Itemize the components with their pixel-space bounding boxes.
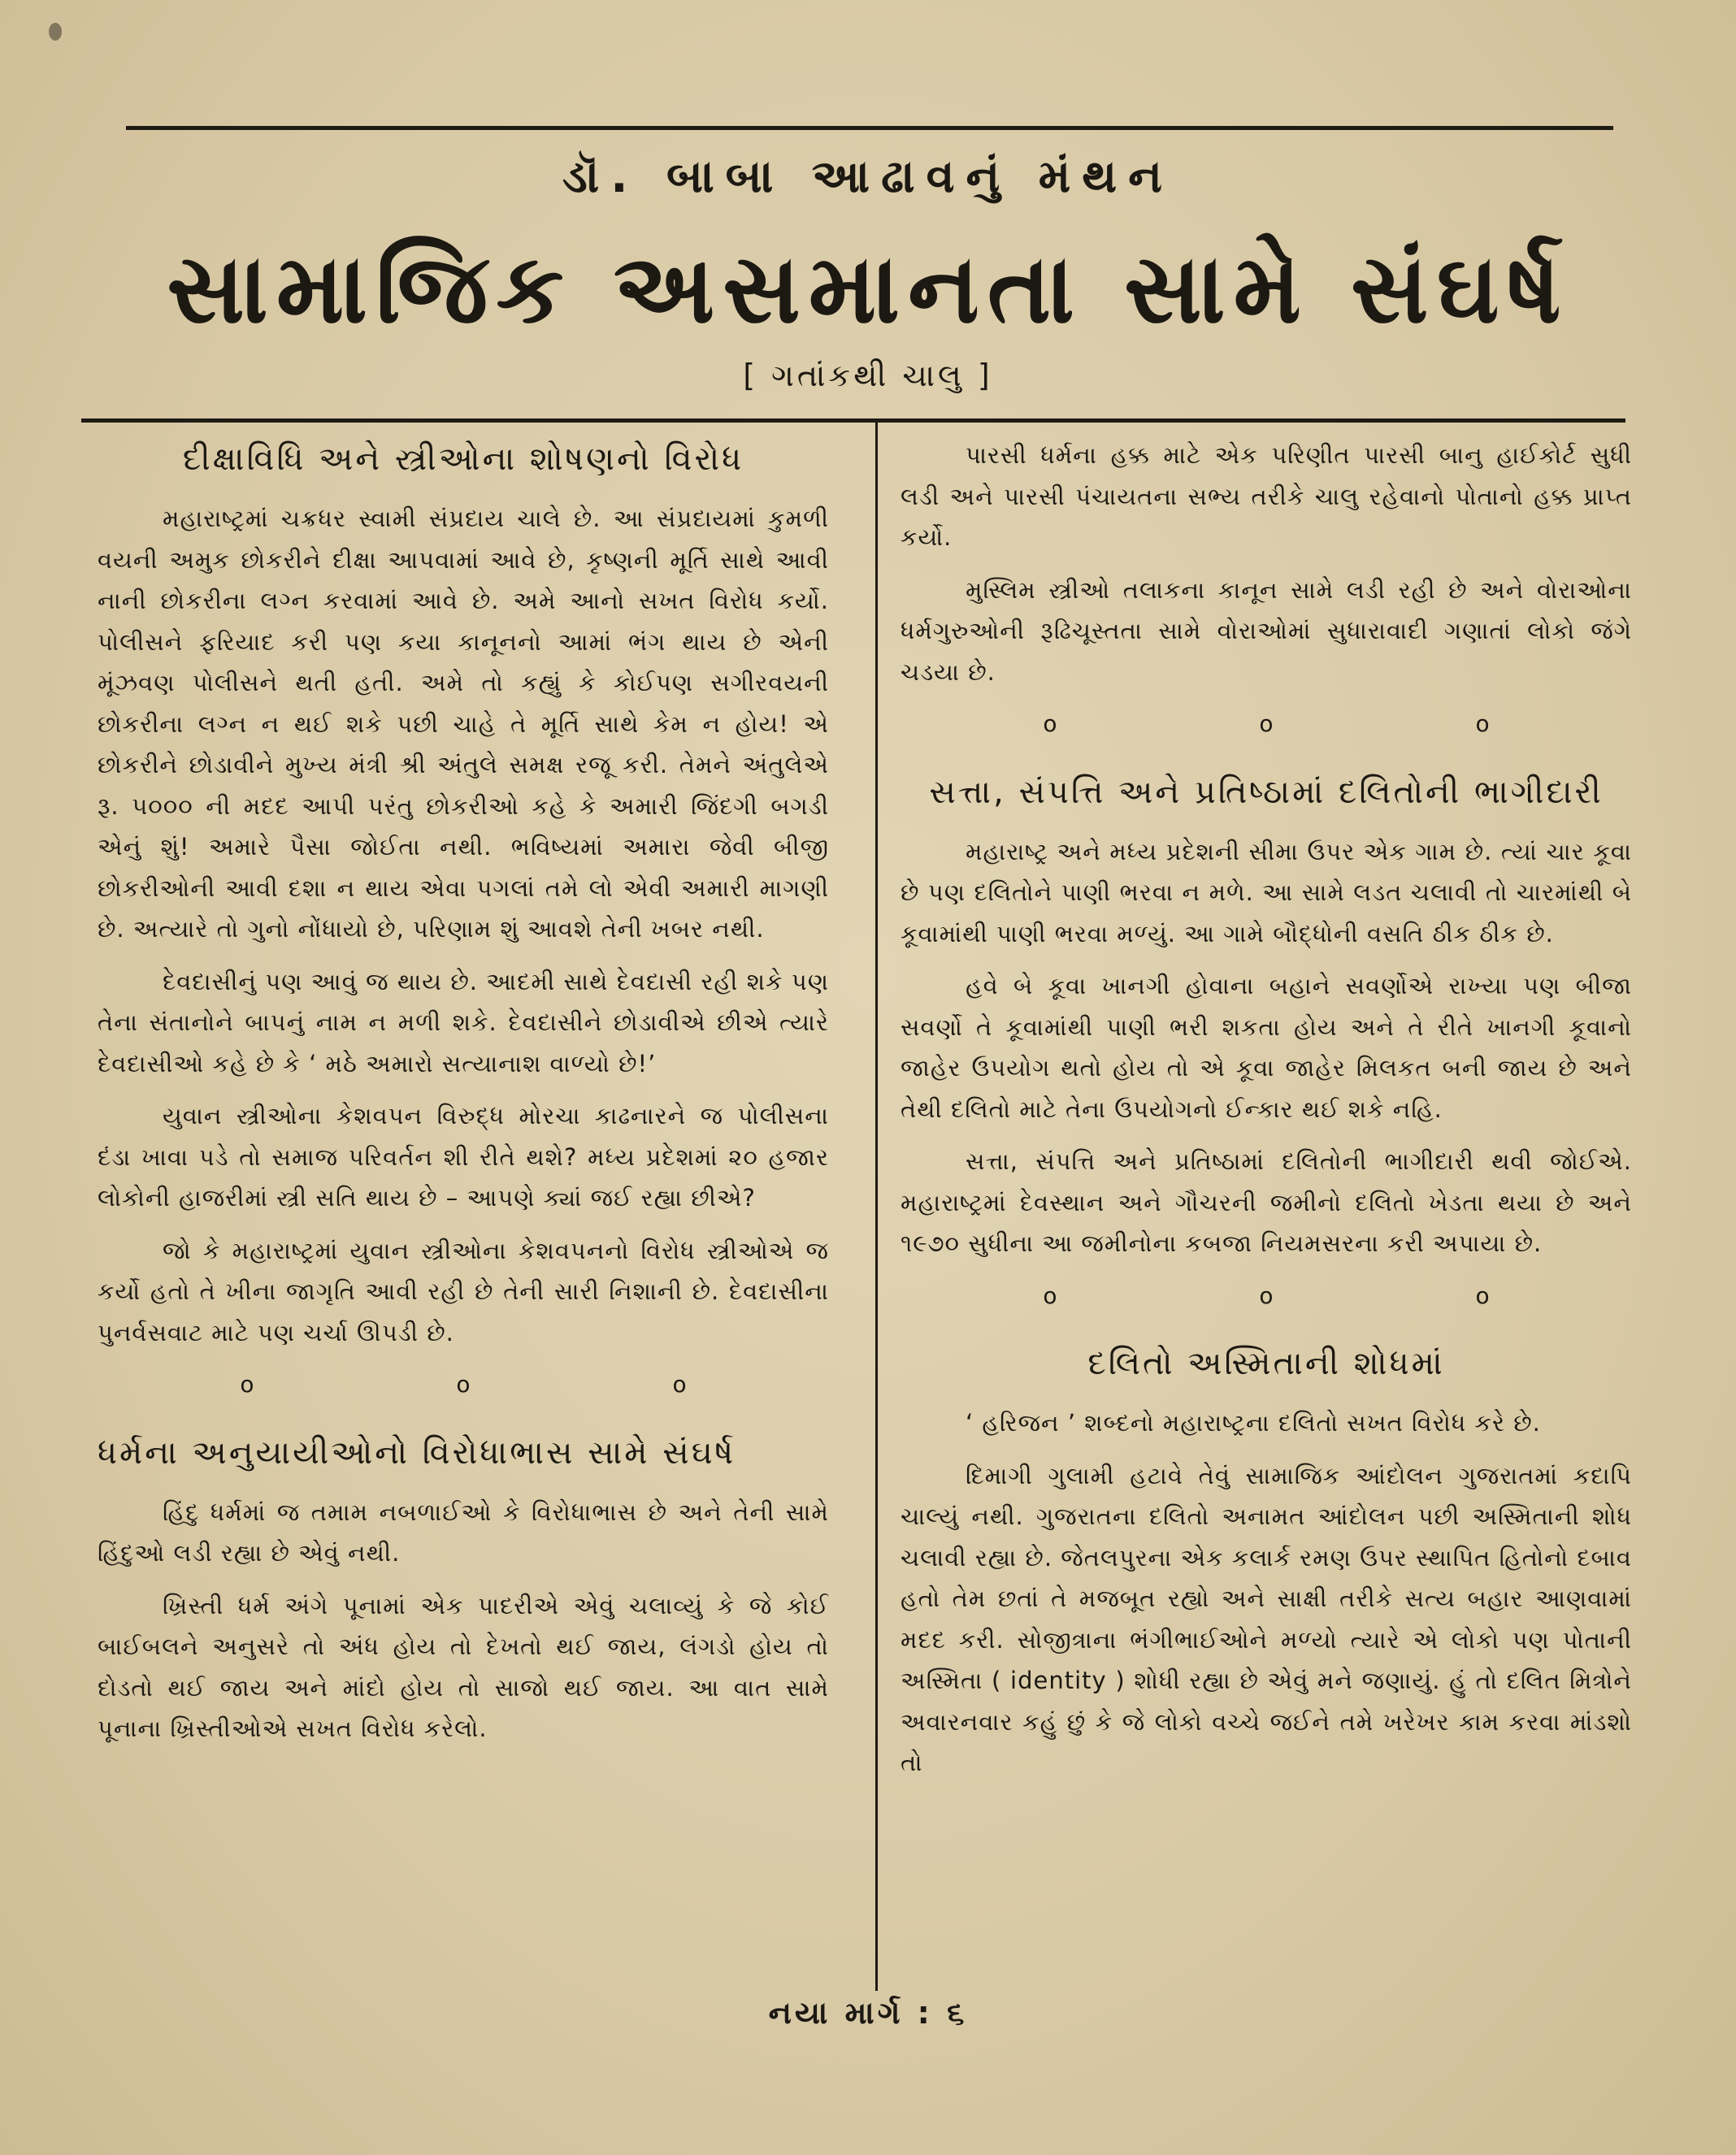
paragraph: મહારાષ્ટ્ર અને મધ્ય પ્રદેશની સીમા ઉપર એક ગામ છે. ત્યાં ચાર કૂવા છે પણ દલિતોને પાણી ભરવા ન મળે. આ સામે લડત ચલાવી તો ચારમાંથી બે કૂવામાંથી પાણી ભરવા મળ્યું. આ ગામે બૌદ્ધોની વસતિ ઠીક ઠીક છે.	[901, 837, 1632, 947]
paragraph: યુવાન સ્ત્રીઓના કેશવપન વિરુદ્ધ મોરચા કાઢનારને જ પોલીસના દંડા ખાવા પડે તો સમાજ પરિવર્તન શી રીતે થશે? મધ્ય પ્રદેશમાં ૨૦ હજાર લોકોની હાજરીમાં સ્ત્રી સતિ થાય છે – આપણે ક્યાં જઈ રહ્યા છીએ?	[98, 1102, 829, 1212]
continued-note: [ ગતાંકથી ચાલુ ]	[743, 358, 993, 393]
top-rule	[126, 126, 1613, 130]
column-divider	[875, 423, 878, 1991]
paragraph: જો કે મહારાષ્ટ્રમાં યુવાન સ્ત્રીઓના કેશવપનનો વિરોધ સ્ત્રીઓએ જ કર્યો હતો તે ખીના જાગૃતિ આવી રહી છે તેની સારી નિશાની છે. દેવદાસીના પુનર્વસવાટ માટે પણ ચર્ચા ઊપડી છે.	[98, 1236, 829, 1346]
section-separator: o o o	[240, 1371, 784, 1398]
paragraph: ‘ હરિજન ’ શબ્દનો મહારાષ્ટ્રના દલિતો સખત વિરોધ કરે છે.	[966, 1409, 1541, 1437]
headline-title: સામાજિક અસમાનતા સામે સંઘર્ષ	[167, 232, 1569, 345]
header-rule	[81, 418, 1625, 423]
page-footer: નયા માર્ગ : ૬	[768, 1995, 968, 2031]
section-heading-power: સત્તા, સંપત્તિ અને પ્રતિષ્ઠામાં દલિતોની ભાગીદારી	[929, 773, 1604, 811]
paragraph: ખ્રિસ્તી ધર્મ અંગે પૂનામાં એક પાદરીએ એવું ચલાવ્યું કે જે કોઈ બાઈબલને અનુસરે તો અંધ હોય તો દેખતો થઈ જાય, લંગડો હોય તો દોડતો થઈ જાય અને માંદો હોય તો સાજો થઈ જાય. આ વાત સામે પૂનાના ખ્રિસ્તીઓએ સખત વિરોધ કરેલો.	[98, 1591, 829, 1742]
right-column	[901, 435, 1632, 1795]
paragraph: હવે બે કૂવા ખાનગી હોવાના બહાને સવર્ણોએ રાખ્યા પણ બીજા સવર્ણો તે કૂવામાંથી પાણી ભરી શકતા હોય અને તે રીતે ખાનગી કૂવાનો જાહેર ઉપયોગ થતો હોય તો એ કૂવા જાહેર મિલકત બની જાય છે અને તેથી દલિતો માટે તેના ઉપયોગનો ઈન્કાર થઈ શકે નહિ.	[901, 972, 1632, 1123]
paragraph: મહારાષ્ટ્રમાં ચક્રધર સ્વામી સંપ્રદાય ચાલે છે. આ સંપ્રદાયમાં કુમળી વયની અમુક છોકરીને દીક્ષા આપવામાં આવે છે, કૃષ્ણની મૂર્તિ સાથે આવી નાની છોકરીના લગ્ન કરવામાં આવે છે. અમે આનો સખત વિરોધ કર્યો. પોલીસને ફરિયાદ કરી પણ કયા કાનૂનનો આમાં ભંગ થાય છે એની મૂંઝવણ પોલીસને થતી હતી. અમે તો કહ્યું કે કોઈપણ સગીરવયની છોકરીના લગ્ન ન થઈ શકે પછી ચાહે તે મૂર્તિ સાથે કેમ ન હોય! એ છોકરીને છોડાવીને મુખ્ય મંત્રી શ્રી અંતુલે સમક્ષ રજૂ કરી. તેમને અંતુલેએ રૂ. ૫૦૦૦ ની મદદ આપી પરંતુ છોકરીઓ કહે કે અમારી જિંદગી બગડી એનું શું! અમારે પૈસા જોઈતા નથી. ભવિષ્યમાં અમારા જેવી બીજી છોકરીઓની આવી દશા ન થાય એવા પગલાં તમે લો એવી અમારી માગણી છે. અત્યારે તો ગુનો નોંધાયો છે, પરિણામ શું આવશે તેની ખબર નથી.	[98, 505, 829, 943]
kicker-line: ડૉ. બાબા આઢાવનું મંથન	[562, 150, 1174, 203]
section-heading-religion: ધર્મના અનુયાયીઓનો વિરોધાભાસ સામે સંઘર્ષ	[98, 1433, 736, 1472]
section-heading-identity: દલિતો અસ્મિતાની શોધમાં	[1087, 1345, 1445, 1382]
scan-spot	[49, 23, 62, 41]
paragraph: હિંદુ ધર્મમાં જ તમામ નબળાઈઓ કે વિરોધાભાસ છે અને તેની સામે હિંદુઓ લડી રહ્યા છે એવું નથી.	[98, 1498, 829, 1567]
section-separator: o o o	[1043, 1281, 1587, 1309]
left-column	[98, 435, 829, 1761]
section-separator: o o o	[1043, 710, 1587, 737]
paragraph: દિમાગી ગુલામી હટાવે તેવું સામાજિક આંદોલન ગુજરાતમાં કદાપિ ચાલ્યું નથી. ગુજરાતના દલિતો અનામત આંદોલન પછી અસ્મિતાની શોધ ચલાવી રહ્યા છે. જેતલપુરના એક કલાર્ક રમણ ઉપર સ્થાપિત હિતોનો દબાવ હતો તેમ છતાં તે મજબૂત રહ્યો અને સાક્ષી તરીકે સત્ય બહાર આણવામાં મદદ કરી. સોજીત્રાના ભંગીભાઈઓને મળ્યો ત્યારે એ લોકો પણ પોતાની અસ્મિતા ( identity ) શોધી રહ્યા છે એવું મને જણાયું. હું તો દલિત મિત્રોને અવારનવાર કહું છું કે જે લોકો વચ્ચે જઈને તમે ખરેખર કામ કરવા માંડશો તો	[901, 1461, 1632, 1776]
paragraph: દેવદાસીનું પણ આવું જ થાય છે. આદમી સાથે દેવદાસી રહી શકે પણ તેના સંતાનોને બાપનું નામ ન મળી શકે. દેવદાસીને છોડાવીએ છીએ ત્યારે દેવદાસીઓ કહે છે કે ‘ મઠે અમારો સત્યાનાશ વાળ્યો છે!’	[98, 967, 829, 1078]
paragraph: સત્તા, સંપત્તિ અને પ્રતિષ્ઠામાં દલિતોની ભાગીદારી થવી જોઈએ. મહારાષ્ટ્રમાં દેવસ્થાન અને ગૌચરની જમીનો દલિતો ખેડતા થયા છે અને ૧૯૭૦ સુધીના આ જમીનોના કબજા નિયમસરના કરી અપાયા છે.	[901, 1147, 1632, 1257]
paragraph: મુસ્લિમ સ્ત્રીઓ તલાકના કાનૂન સામે લડી રહી છે અને વોરાઓના ધર્મગુરુઓની રૂઢિચૂસ્તતા સામે વોરાઓમાં સુધારાવાદી ગણાતાં લોકો જંગે ચડયા છે.	[901, 575, 1632, 686]
paragraph: પારસી ધર્મના હક્ક માટે એક પરિણીત પારસી બાનુ હાઈકોર્ટ સુધી લડી અને પારસી પંચાયતના સભ્ય તરીકે ચાલુ રહેવાનો પોતાનો હક્ક પ્રાપ્ત કર્યો.	[901, 441, 1632, 551]
section-heading-initiation: દીક્ષાવિધિ અને સ્ત્રીઓના શોષણનો વિરોધ	[182, 440, 744, 478]
